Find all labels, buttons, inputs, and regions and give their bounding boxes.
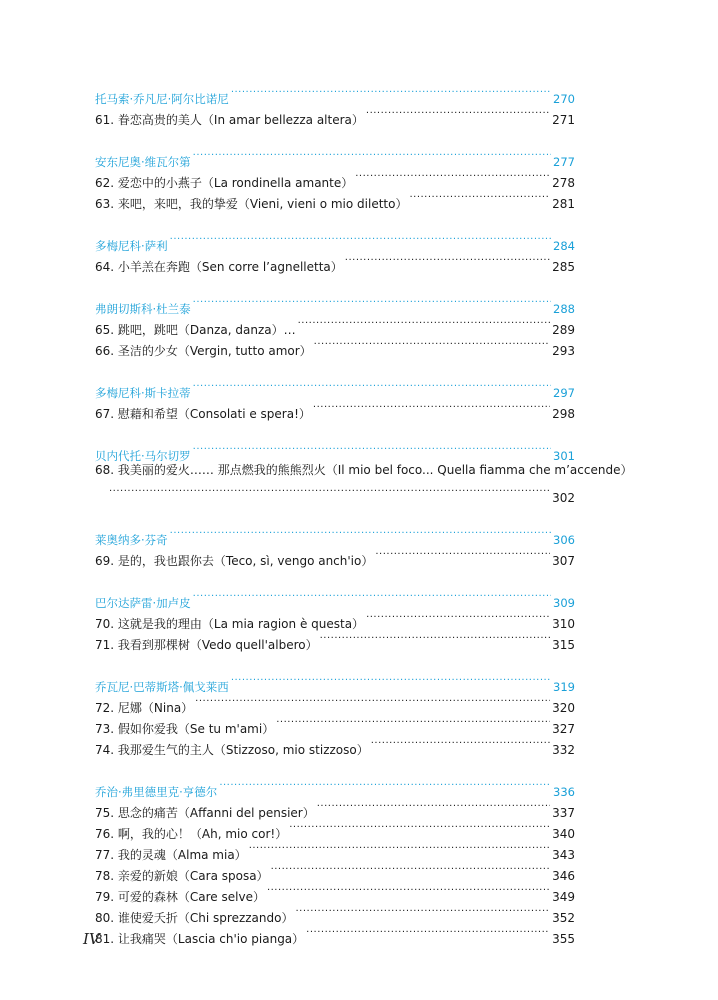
- song-title: 66. 圣洁的少女（Vergin, tutto amor）: [95, 344, 312, 358]
- song-title: 80. 谁使爱夭折（Chi sprezzando）: [95, 911, 294, 925]
- song-page: 315: [552, 638, 575, 652]
- song-title: 79. 可爱的森林（Care selve）: [95, 890, 265, 904]
- song-title: 76. 啊，我的心！（Ah, mio cor!）: [95, 827, 288, 841]
- toc-group: [95, 82, 575, 127]
- song-title: 81. 让我痛哭（Lascia ch'io pianga）: [95, 932, 305, 946]
- dot-leader: [170, 523, 551, 544]
- dot-leader: [289, 817, 550, 838]
- dot-leader: [193, 292, 551, 313]
- composer-page: 277: [553, 155, 575, 169]
- composer-page: 306: [553, 533, 575, 547]
- composer-name: 乔治·弗里德里克·亨德尔: [95, 785, 218, 799]
- composer-name: 巴尔达萨雷·加卢皮: [95, 596, 191, 610]
- composer-entry[interactable]: [95, 439, 575, 463]
- dot-leader: [371, 733, 550, 754]
- composer-entry[interactable]: [95, 292, 575, 316]
- dot-leader: [231, 82, 551, 103]
- dot-leader: [109, 481, 550, 502]
- toc-group: [95, 229, 575, 274]
- composer-name: 多梅尼科·萨利: [95, 239, 168, 253]
- composer-page: 288: [553, 302, 575, 316]
- dot-leader: [366, 103, 550, 124]
- song-title: 77. 我的灵魂（Alma mia）: [95, 848, 247, 862]
- dot-leader: [306, 922, 550, 943]
- song-title: 61. 眷恋高贵的美人（In amar bellezza altera）: [95, 113, 364, 127]
- dot-leader: [195, 691, 550, 712]
- dot-leader: [231, 670, 551, 691]
- dot-leader: [314, 334, 550, 355]
- song-title: 74. 我那爱生气的主人（Stizzoso, mio stizzoso）: [95, 743, 369, 757]
- composer-page: 309: [553, 596, 575, 610]
- song-title: 65. 跳吧，跳吧（Danza, danza）…: [95, 323, 296, 337]
- composer-page: 284: [553, 239, 575, 253]
- dot-leader: [355, 166, 550, 187]
- song-page: 289: [552, 323, 575, 337]
- dot-leader: [298, 313, 550, 334]
- toc-group: [95, 523, 575, 568]
- song-page: 349: [552, 890, 575, 904]
- song-page: 285: [552, 260, 575, 274]
- song-entry[interactable]: [95, 460, 633, 481]
- dot-leader: [345, 250, 550, 271]
- toc-group: [95, 376, 575, 421]
- song-page: 355: [552, 932, 575, 946]
- composer-page: 270: [553, 92, 575, 106]
- song-title: 71. 我看到那棵树（Vedo quell'albero）: [95, 638, 318, 652]
- song-page: 293: [552, 344, 575, 358]
- toc-group: [95, 292, 575, 358]
- composer-name: 托马索·乔凡尼·阿尔比诺尼: [95, 92, 229, 106]
- composer-name: 贝内代托·马尔切罗: [95, 449, 191, 463]
- song-page: 302: [552, 491, 575, 505]
- dot-leader: [193, 145, 551, 166]
- composer-entry[interactable]: [95, 82, 575, 106]
- song-page: 340: [552, 827, 575, 841]
- dot-leader: [295, 901, 550, 922]
- dot-leader: [219, 775, 551, 796]
- song-title: 64. 小羊羔在奔跑（Sen corre l’agnelletta）: [95, 260, 343, 274]
- song-page: 298: [552, 407, 575, 421]
- song-title: 78. 亲爱的新娘（Cara sposa）: [95, 869, 269, 883]
- composer-name: 弗朗切斯科·杜兰泰: [95, 302, 191, 316]
- toc-group: [95, 439, 633, 505]
- dot-leader: [249, 838, 550, 859]
- dot-leader: [313, 397, 550, 418]
- song-page: 320: [552, 701, 575, 715]
- dot-leader: [267, 880, 550, 901]
- song-title: 67. 慰藉和希望（Consolati e spera!）: [95, 407, 311, 421]
- song-title: 75. 思念的痛苦（Affanni del pensier）: [95, 806, 315, 820]
- composer-page: 301: [553, 449, 575, 463]
- toc-group: [95, 775, 575, 946]
- table-of-contents: [95, 82, 633, 964]
- toc-group: [95, 145, 575, 211]
- dot-leader: [409, 187, 550, 208]
- composer-entry[interactable]: [95, 145, 575, 169]
- dot-leader: [317, 796, 550, 817]
- song-page: 271: [552, 113, 575, 127]
- dot-leader: [375, 544, 550, 565]
- song-title: 68. 我美丽的爱火…… 那点燃我的熊熊烈火（Il mio bel foco... Quella fiamma che m’accende）: [95, 463, 633, 477]
- composer-entry[interactable]: [95, 229, 575, 253]
- song-page: 332: [552, 743, 575, 757]
- dot-leader: [320, 628, 550, 649]
- composer-page: 336: [553, 785, 575, 799]
- song-title: 63. 来吧，来吧，我的挚爱（Vieni, vieni o mio diletto）: [95, 197, 408, 211]
- song-page: 346: [552, 869, 575, 883]
- song-page: 343: [552, 848, 575, 862]
- composer-name: 安东尼奥·维瓦尔第: [95, 155, 191, 169]
- dot-leader: [193, 586, 551, 607]
- composer-page: 297: [553, 386, 575, 400]
- song-page: 281: [552, 197, 575, 211]
- dot-leader: [193, 376, 551, 397]
- composer-page: 319: [553, 680, 575, 694]
- dot-leader: [366, 607, 550, 628]
- composer-name: 乔瓦尼·巴蒂斯塔·佩戈莱西: [95, 680, 229, 694]
- song-page: 278: [552, 176, 575, 190]
- song-page: 352: [552, 911, 575, 925]
- composer-entry[interactable]: [95, 376, 575, 400]
- song-page: 327: [552, 722, 575, 736]
- song-title: 73. 假如你爱我（Se tu m'ami）: [95, 722, 275, 736]
- dot-leader: [271, 859, 551, 880]
- composer-name: 莱奥纳多·芬奇: [95, 533, 168, 547]
- song-title: 72. 尼娜（Nina）: [95, 701, 194, 715]
- dot-leader: [193, 439, 551, 460]
- song-page: 337: [552, 806, 575, 820]
- song-entry-continuation[interactable]: [95, 481, 575, 505]
- dot-leader: [276, 712, 550, 733]
- composer-entry[interactable]: [95, 523, 575, 547]
- page-number: IV: [83, 930, 100, 948]
- song-page: 310: [552, 617, 575, 631]
- song-title: 69. 是的，我也跟你去（Teco, sì, vengo anch'io）: [95, 554, 374, 568]
- composer-entry[interactable]: [95, 670, 575, 694]
- composer-entry[interactable]: [95, 586, 575, 610]
- song-title: 70. 这就是我的理由（La mia ragion è questa）: [95, 617, 365, 631]
- toc-group: [95, 586, 575, 652]
- song-title: 62. 爱恋中的小燕子（La rondinella amante）: [95, 176, 354, 190]
- dot-leader: [170, 229, 551, 250]
- song-page: 307: [552, 554, 575, 568]
- toc-group: [95, 670, 575, 757]
- composer-entry[interactable]: [95, 775, 575, 799]
- composer-name: 多梅尼科·斯卡拉蒂: [95, 386, 191, 400]
